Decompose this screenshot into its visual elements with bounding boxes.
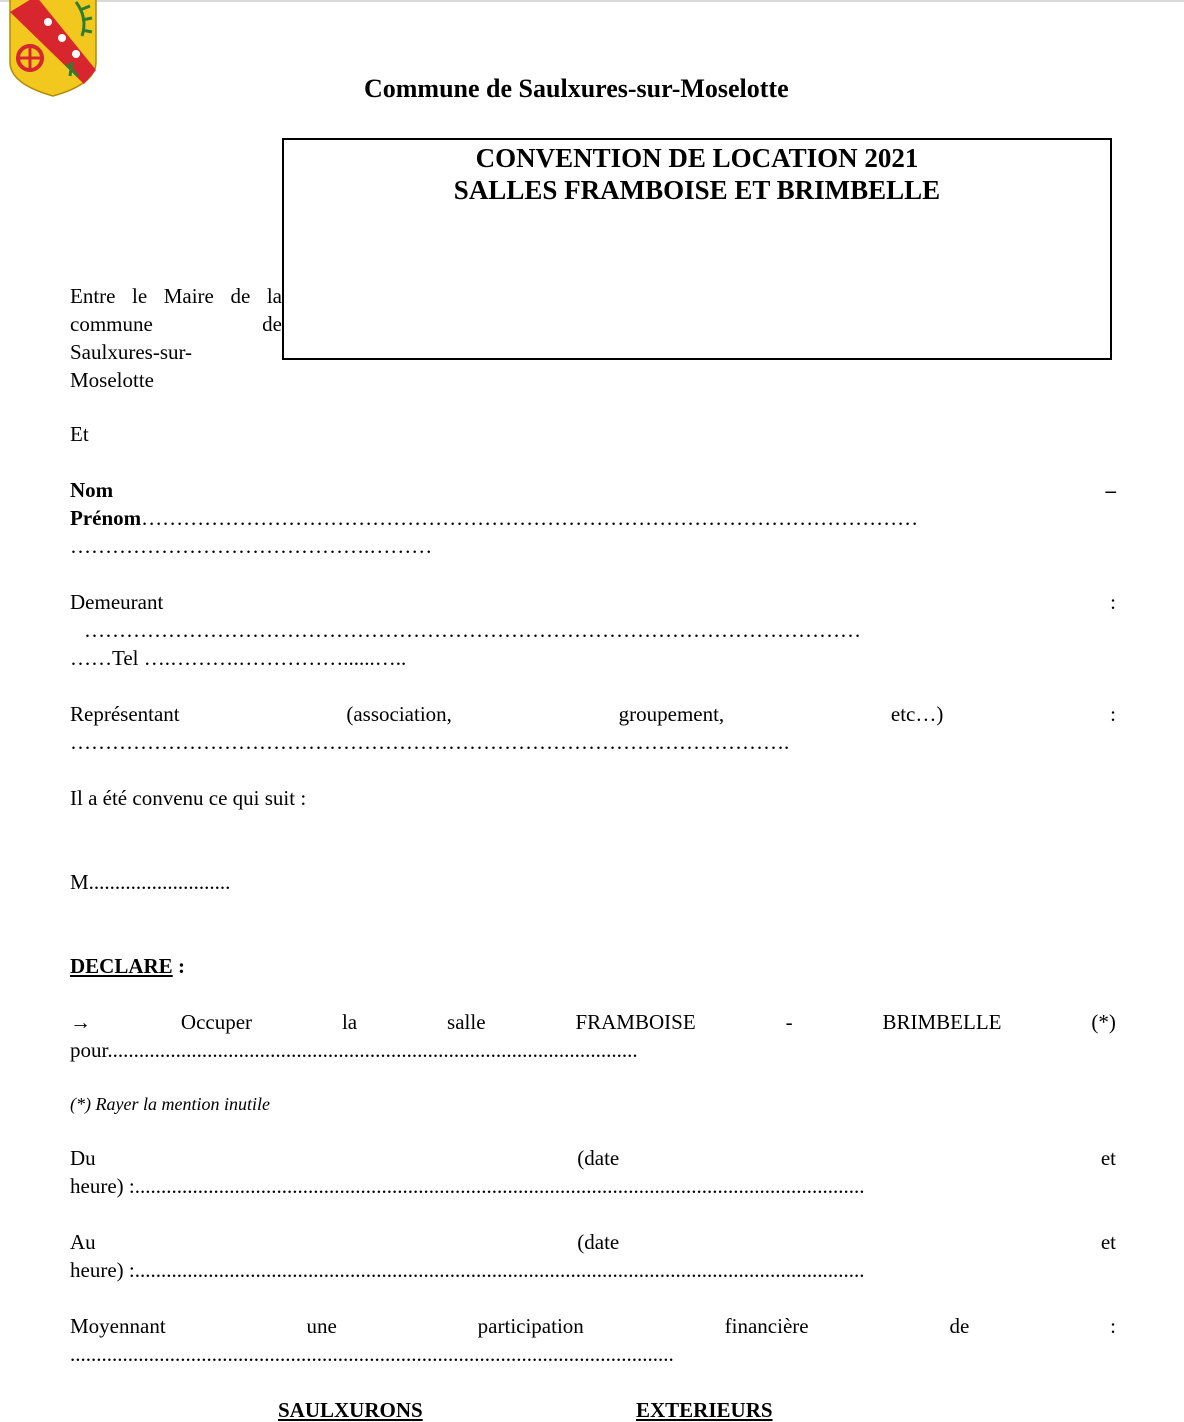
word: de xyxy=(949,1314,970,1338)
title-box xyxy=(282,138,1112,360)
prenom-row xyxy=(70,508,1116,529)
colon: : xyxy=(1110,590,1116,614)
nom-dash: – xyxy=(1105,478,1116,502)
word: et xyxy=(1100,1146,1116,1170)
declare-heading xyxy=(70,956,185,977)
word: Au xyxy=(70,1230,96,1254)
top-border xyxy=(0,0,1184,2)
word: - xyxy=(785,1010,793,1034)
demeurant-dots[interactable]: ………………………………………………………………………………………………… xyxy=(84,618,861,642)
word: FRAMBOISE xyxy=(575,1010,696,1034)
occuper-row xyxy=(70,1012,1116,1033)
declare-colon: : xyxy=(172,954,185,978)
au-heure-line[interactable]: heure) :........................................................................................................................................... xyxy=(70,1258,865,1282)
monsieur-line[interactable]: M........................... xyxy=(70,870,231,894)
declare-label: DECLARE xyxy=(70,954,173,978)
word: de xyxy=(230,284,251,308)
title-line-1: CONVENTION DE LOCATION 2021 xyxy=(475,143,919,173)
word: Représentant xyxy=(70,702,180,726)
place-line-1: Saulxures-sur- xyxy=(70,340,193,364)
word: la xyxy=(266,284,282,308)
representant-row xyxy=(70,704,1116,725)
word: etc…) xyxy=(890,702,944,726)
convenu-text: Il a été convenu ce qui suit : xyxy=(70,786,307,810)
word: BRIMBELLE xyxy=(882,1010,1002,1034)
arrow-icon: → xyxy=(70,1010,91,1034)
entre-row xyxy=(70,282,282,310)
footnote: (*) Rayer la mention inutile xyxy=(70,1094,270,1114)
word: et xyxy=(1100,1230,1116,1254)
col-exterieurs: EXTERIEURS xyxy=(636,1398,773,1422)
du-heure-line[interactable]: heure) :........................................................................................................................................... xyxy=(70,1174,865,1198)
word: : xyxy=(1110,1314,1116,1338)
word: Entre xyxy=(70,284,116,308)
col-saulxurons: SAULXURONS xyxy=(278,1398,423,1422)
word: (*) xyxy=(1091,1010,1116,1034)
word: Occuper xyxy=(180,1010,253,1034)
nom-row xyxy=(70,480,1116,501)
word: Du xyxy=(70,1146,96,1170)
commune-header: Commune de Saulxures-sur-Moselotte xyxy=(364,74,789,103)
word: groupement, xyxy=(618,702,725,726)
pour-line[interactable]: pour..................................................................................................... xyxy=(70,1038,638,1062)
word: commune xyxy=(70,312,153,336)
word: Moyennant xyxy=(70,1314,166,1338)
moyennant-dots[interactable]: ................................................................................................................... xyxy=(70,1342,674,1366)
prenom-label: Prénom xyxy=(70,506,142,530)
word: financière xyxy=(724,1314,809,1338)
word: (association, xyxy=(346,702,452,726)
word: : xyxy=(1110,702,1116,726)
demeurant-label: Demeurant xyxy=(70,590,164,614)
nom-label: Nom xyxy=(70,478,114,502)
representant-dots[interactable]: …………………………………………………………………………………………. xyxy=(70,730,790,754)
word: la xyxy=(341,1010,358,1034)
du-row xyxy=(70,1148,1116,1169)
coat-of-arms-icon xyxy=(6,0,100,100)
et-label: Et xyxy=(70,422,89,446)
demeurant-row xyxy=(70,592,1116,613)
word: une xyxy=(306,1314,337,1338)
word: (date xyxy=(577,1146,620,1170)
parties-paragraph xyxy=(70,282,282,394)
title-line-2: SALLES FRAMBOISE ET BRIMBELLE xyxy=(453,175,941,205)
tel-line[interactable]: ……Tel ….……….……………......….. xyxy=(70,646,407,670)
word: Maire xyxy=(163,284,214,308)
prenom-dots[interactable]: ………………………………………………………………………………………………… xyxy=(141,506,919,530)
place-line-2: Moselotte xyxy=(70,368,154,392)
moyennant-row xyxy=(70,1316,1116,1337)
commune-row xyxy=(70,310,282,338)
word: salle xyxy=(447,1010,486,1034)
word: participation xyxy=(477,1314,584,1338)
prenom-dots-2[interactable]: …………………………………….……… xyxy=(70,534,433,558)
word: de xyxy=(262,312,282,336)
au-row xyxy=(70,1232,1116,1253)
word: le xyxy=(132,284,148,308)
word: (date xyxy=(577,1230,620,1254)
